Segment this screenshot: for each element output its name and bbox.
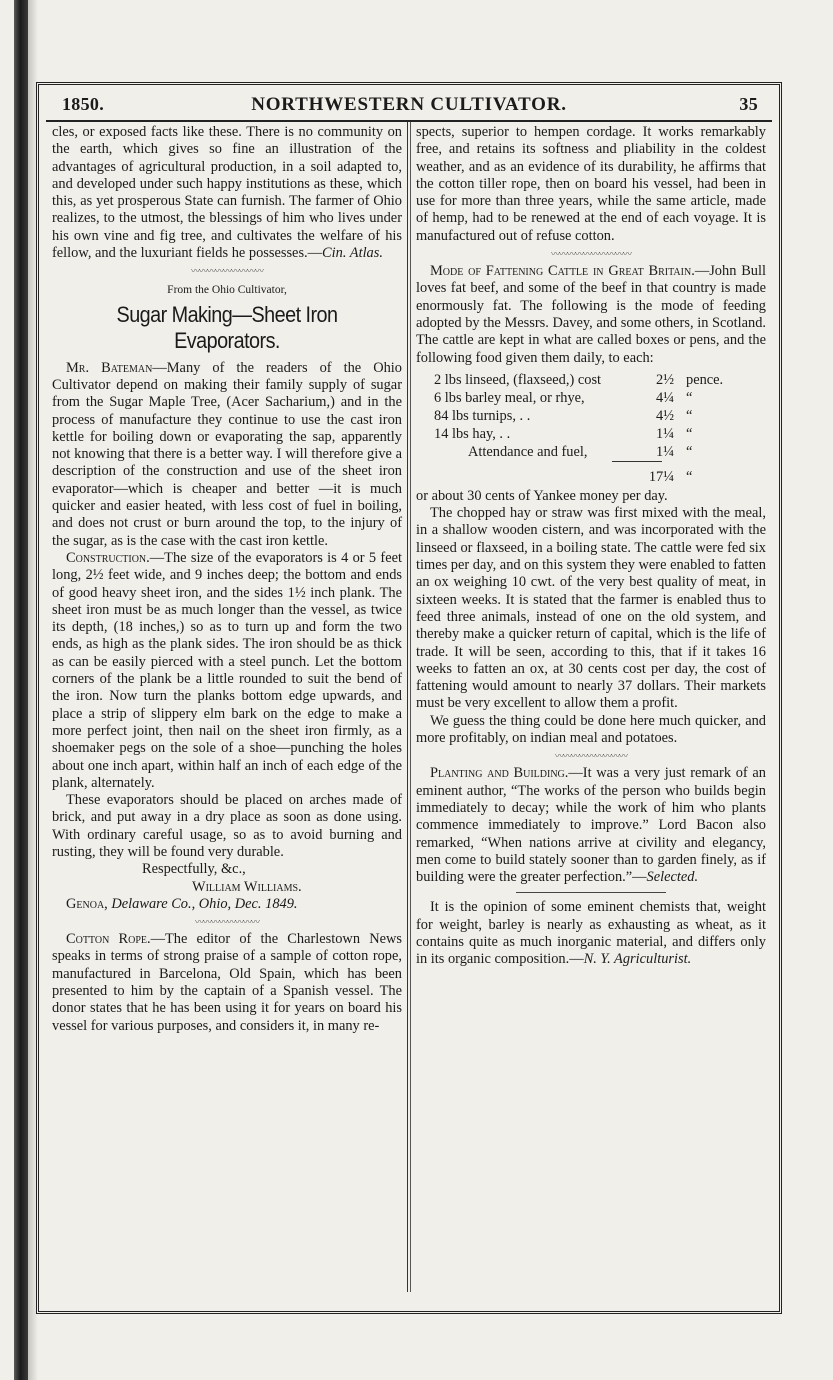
feed-table xyxy=(416,371,766,486)
cost-summary: or about 30 cents of Yankee money per day. xyxy=(416,487,668,504)
table-total: 17¼ “ xyxy=(648,468,693,485)
closing: Respectfully, &c., xyxy=(142,861,246,878)
article-source: Cin. Atlas. xyxy=(322,245,383,262)
table-row: 14 lbs hay, . . 1¼ “ xyxy=(434,425,693,442)
planting-source: Selected. xyxy=(646,869,699,886)
fattening-label: Mode of Fattening Cattle in Great Britain. xyxy=(430,263,695,280)
letter-paragraph: Mr. Bateman—Many of the readers of the Ohio Cultivator depend on making their family supply of sugar from the Sugar Maple Tree, (Acer Sacharium,) and in the process of manufacture they continue to use the cast iron kettle for boiling down or evaporating the sap, apparently not knowing that there is a better way. I will therefore give a description of the construction and use of the sheet iron evaporator—which is cheaper and better —it is much quicker and easier heated, with less cost of fuel in boiling, and does not crust or burn around the top, to the injury of the sugar, as is the case with the cast iron kettle. xyxy=(52,359,402,549)
right-column xyxy=(416,124,766,969)
total-rule xyxy=(612,461,662,468)
construction-paragraph: Construction.—The size of the evaporators is 4 or 5 feet long, 2½ feet wide, and 9 inches deep; the bottom and ends of good heavy sheet iron, and the sides 1½ inch plank. The sheet iron must be as much longer than the vessel, as twice its depth, (18 inches,) so as to turn up and form the two ends, as high as the plank sides. The iron should be as thick as can be easily pierced with a steel punch. Let the bottom corners of the plank be a little rounded to suit the bend of the iron. Now turn the planks bottom edge upwards, and place a strip of slippery elm bark on the edge to make a more perfect joint, then nail on the sheet iron firmly, as a shoemaker pegs on the sole of a shoe—punching the holes about one inch apart, within half an inch of each edge of the plank, alternately. xyxy=(52,549,402,791)
wavy-separator: 〰〰〰〰〰〰〰〰〰〰 xyxy=(550,249,631,260)
continued-article: cles, or exposed facts like these. There is no community on the earth, which gives so fine an illustration of the advantages of agricultural production, in a soil adapted to, and developed under such happy institutions as these, which this, as yet prosperous State can furnish. The farmer of Ohio realizes, to the utmost, the blessings of him who lives under his own vine and fig tree, and cultivates the welfare of his fellow, and the luxuriant fields he possesses.—Cin. Atlas. xyxy=(52,124,402,262)
cotton-rope-label: Cotton Rope. xyxy=(66,931,151,948)
column-rule xyxy=(407,122,409,1292)
wavy-separator: 〰〰〰〰〰〰〰〰 xyxy=(194,917,259,928)
table-row: Attendance and fuel, 1¼ “ xyxy=(468,443,693,460)
table-row: 2 lbs linseed, (flaxseed,) cost 2½ pence. xyxy=(434,371,724,388)
from-credit: From the Ohio Cultivator, xyxy=(167,284,287,297)
wavy-separator: 〰〰〰〰〰〰〰〰〰 xyxy=(554,751,627,762)
cotton-rope-paragraph: Cotton Rope.—The editor of the Charlestown News speaks in terms of strong praise of a sample of cotton rope, manufactured in Barcelona, Old Spain, which has been presented to him by the captain of a Spanish vessel. The donor states that he has been using it for years on board his vessel for various purposes, and considers it, in many re- xyxy=(52,931,402,1034)
planting-label: Planting and Building. xyxy=(430,765,569,782)
dateline: Genoa, Delaware Co., Ohio, Dec. 1849. xyxy=(66,895,298,912)
feeding-method-paragraph: The chopped hay or straw was first mixed with the meal, in a shallow wooden cistern, and was incorporated with the linseed or flaxseed, in a boiling state. The cattle were fed six times per day, and on this system they were enabled to fatten an ox weighing 10 cwt. of the very best quality of meat, in sixteen weeks. It is stated that the farmer is enabled thus to feed three animals, instead of one on the old system, and thereby make a quicker return of capital, which is the life of trade. It will be seen, according to this, that if it takes 16 weeks to fatten an ox, at 30 cents cost per day, the cost of fattening would amount to nearly 37 dollars. Their markets must be very excellent to allow them a profit. xyxy=(416,505,766,712)
table-row: 6 lbs barley meal, or rhye, 4¼ “ xyxy=(434,389,693,406)
article-headline: Sugar Making—Sheet Iron Evaporators. xyxy=(116,301,338,353)
separator-rule xyxy=(516,892,666,893)
left-column xyxy=(52,124,402,1035)
cotton-rope-continued: spects, superior to hempen cordage. It works remarkably free, and retains its softness and pliability in the coldest weather, and as an evidence of its durability, he affirms that the cotton tiller rope, then on board his vessel, had been in use for more than three years, while the same article, made of hemp, had to be renewed at the end of each voyage. It is manufactured out of refuse cotton. xyxy=(416,124,766,244)
placement-paragraph: These evaporators should be placed on arches made of brick, and put away in a dry place as soon as done using. With ordinary careful usage, so as to avoid burning and rusting, they will be found very durable. xyxy=(52,792,402,860)
running-header xyxy=(46,90,772,122)
wavy-separator: 〰〰〰〰〰〰〰〰〰 xyxy=(190,266,263,277)
planting-paragraph: Planting and Building.—It was a very just remark of an eminent author, “The works of the person who builds begin immediately to decay; while the work of him who plants commence immediately to improve.” Lord Bacon also remarked, “When nations arrive at civility and elegancy, men come to build stately sooner than to garden finely, as if building were the greater perfection.”—Selected. xyxy=(416,765,767,886)
page-number: 35 xyxy=(739,94,758,114)
table-row: 84 lbs turnips, . . 4½ “ xyxy=(434,407,693,424)
editor-comment: We guess the thing could be done here much quicker, and more profitably, on indian meal and potatoes. xyxy=(416,712,766,747)
barley-source: N. Y. Agriculturist. xyxy=(583,951,692,968)
barley-paragraph: It is the opinion of some eminent chemists that, weight for weight, barley is nearly as exhausting as wheat, as it contains quite as much inorganic material, and differs only in its organic composition.—N. Y. Agriculturist. xyxy=(416,899,766,968)
book-spine xyxy=(14,0,28,1380)
fattening-paragraph: Mode of Fattening Cattle in Great Britain.—John Bull loves fat beef, and some of the beef in that country is made enormously fat. The following is the mode of feeding adopted by the Messrs. Davey, and some others, in Scotland. The cattle are kept in what are called boxes or pens, and the following food given them daily, to each: xyxy=(416,263,766,366)
salutation: Mr. Bateman xyxy=(66,359,153,376)
journal-title: NORTHWESTERN CULTIVATOR. xyxy=(251,94,567,115)
column-rule-inner xyxy=(410,122,412,1292)
page-year: 1850. xyxy=(62,94,104,114)
signature: William Williams. xyxy=(192,878,302,895)
construction-label: Construction. xyxy=(66,549,150,566)
